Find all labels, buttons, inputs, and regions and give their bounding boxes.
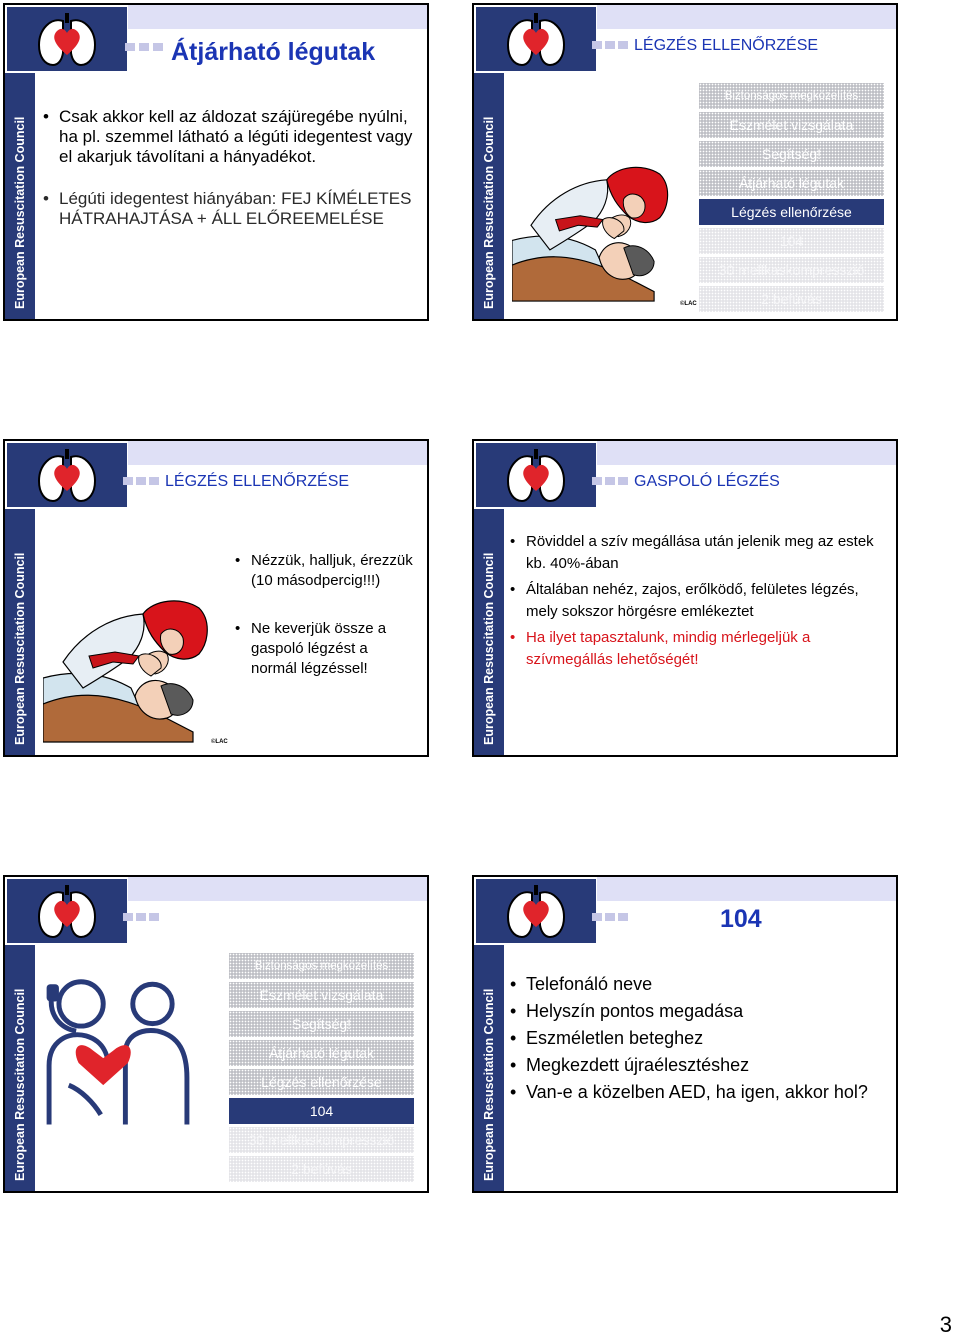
- slide-title: LÉGZÉS ELLENŐRZÉSE: [634, 37, 819, 54]
- decor-square: [136, 477, 146, 485]
- slide-sidebar: [5, 509, 35, 755]
- bullet-item: • Megkezdett újraélesztéshez: [510, 1054, 885, 1077]
- decor-square: [123, 477, 133, 485]
- rescuer-checking-breathing-illustration: [512, 155, 692, 305]
- bullet-item: • Röviddel a szív megállása után jelenik meg az estek kb. 40%-ában: [510, 531, 885, 575]
- step-eszmelet-vizsgalata: Eszmélet vizsgálata: [229, 982, 414, 1008]
- decor-square: [605, 477, 615, 485]
- step-2-befuvas: 2 befúvás: [229, 1156, 414, 1182]
- slide-sidebar: [5, 73, 35, 319]
- slide-legzes-ellenorzese-steps: [472, 3, 898, 321]
- copyright-mark: ©LAC: [680, 301, 697, 307]
- step-30-mellkaskompresszio: 30 mellkaskompresszió: [229, 1127, 414, 1153]
- erc-logo: [7, 879, 127, 943]
- decor-square: [618, 913, 628, 921]
- erc-logo: [7, 7, 127, 71]
- bullet-item: • Ne keverjük össze a gaspoló légzést a normál légzéssel!: [235, 619, 415, 679]
- bullet-item-warning: • Ha ilyet tapasztalunk, mindig mérlegeljük a szívmegállás lehetőségét!: [510, 627, 885, 671]
- erc-logo: [476, 7, 596, 71]
- decor-square: [149, 477, 159, 485]
- step-biztonsagos-megkozelites: Biztonságos megközelítés: [699, 83, 884, 109]
- erc-sidebar-label: European Resuscitation Council: [13, 116, 27, 309]
- decor-square: [592, 477, 602, 485]
- bullet-item: • Van-e a közelben AED, ha igen, akkor hol?: [510, 1081, 885, 1104]
- decor-square: [139, 43, 149, 51]
- bullet-list: [43, 107, 413, 229]
- copyright-mark: ©LAC: [211, 739, 228, 745]
- chain-of-survival-steps: [229, 953, 414, 1185]
- step-104: 104: [229, 1098, 414, 1124]
- step-atjarhato-legutak: Átjárható légutak: [699, 170, 884, 196]
- erc-sidebar-label: European Resuscitation Council: [482, 116, 496, 309]
- slide-header: [474, 877, 896, 945]
- erc-logo: [476, 879, 596, 943]
- slide-104-info: [472, 875, 898, 1193]
- bullet-list: [510, 531, 885, 671]
- slide-sidebar: [474, 945, 504, 1191]
- bullet-list: [510, 973, 885, 1104]
- header-band: [597, 877, 896, 901]
- bullet-item: • Általában nehéz, zajos, erőlködő, felületes légzés, mely sokszor hörgésre emlékeztet: [510, 579, 885, 623]
- slide-sidebar: [5, 945, 35, 1191]
- header-band: [128, 5, 427, 29]
- slide-104-steps: [3, 875, 429, 1193]
- header-band: [597, 5, 896, 29]
- bullet-item: • Eszméletlen beteghez: [510, 1027, 885, 1050]
- bullet-item: • Légúti idegentest hiányában: FEJ KÍMÉLETES HÁTRAHAJTÁSA + ÁLL ELŐREEMELÉSE: [43, 189, 413, 229]
- slide-title: Átjárható légutak: [171, 38, 376, 66]
- erc-sidebar-label: European Resuscitation Council: [13, 988, 27, 1181]
- dispatcher-heart-illustration: [43, 967, 193, 1127]
- step-segitseg: Segítség!: [229, 1011, 414, 1037]
- slide-title: 104: [720, 905, 762, 933]
- step-legzes-ellenorzese: Légzés ellenőrzése: [699, 199, 884, 225]
- decor-square: [123, 913, 133, 921]
- header-band: [128, 877, 427, 901]
- decor-square: [149, 913, 159, 921]
- slide-title: LÉGZÉS ELLENŐRZÉSE: [165, 473, 350, 490]
- decor-square: [605, 913, 615, 921]
- erc-sidebar-label: European Resuscitation Council: [482, 988, 496, 1181]
- step-segitseg: Segítség!: [699, 141, 884, 167]
- erc-sidebar-label: European Resuscitation Council: [13, 552, 27, 745]
- step-biztonsagos-megkozelites: Biztonságos megközelítés: [229, 953, 414, 979]
- step-104: 104: [699, 228, 884, 254]
- step-atjarhato-legutak: Átjárható légutak: [229, 1040, 414, 1066]
- slide-sidebar: [474, 509, 504, 755]
- step-30-mellkaskompresszio: 30 mellkaskompresszió: [699, 257, 884, 283]
- header-band: [128, 441, 427, 465]
- slide-gaspolo-legzes: [472, 439, 898, 757]
- bullet-item: • Telefonáló neve: [510, 973, 885, 996]
- step-2-befuvas: 2 befúvás: [699, 286, 884, 312]
- bullet-item: • Nézzük, halljuk, érezzük (10 másodpercig!!!): [235, 551, 415, 591]
- erc-logo: [476, 443, 596, 507]
- erc-sidebar-label: European Resuscitation Council: [482, 552, 496, 745]
- slide-atjarhato-legutak: [3, 3, 429, 321]
- step-eszmelet-vizsgalata: Eszmélet vizsgálata: [699, 112, 884, 138]
- header-band: [597, 441, 896, 465]
- decor-square: [592, 913, 602, 921]
- decor-square: [153, 43, 163, 51]
- decor-square: [618, 41, 628, 49]
- slide-legzes-ellenorzese: [3, 439, 429, 757]
- bullet-list: [235, 551, 415, 679]
- page-number: 3: [939, 1312, 952, 1337]
- slide-header: [5, 877, 427, 945]
- decor-square: [125, 43, 135, 51]
- decor-square: [136, 913, 146, 921]
- chain-of-survival-steps: [699, 83, 884, 315]
- step-legzes-ellenorzese: Légzés ellenőrzése: [229, 1069, 414, 1095]
- rescuer-checking-breathing-illustration: [43, 591, 233, 743]
- bullet-item: • Helyszín pontos megadása: [510, 1000, 885, 1023]
- slide-title: GASPOLÓ LÉGZÉS: [634, 473, 780, 490]
- decor-square: [605, 41, 615, 49]
- bullet-item: • Csak akkor kell az áldozat szájüregébe nyúlni, ha pl. szemmel látható a légúti idegentest vagy el akarjuk távolítani a hányadékot.: [43, 107, 413, 167]
- decor-square: [592, 41, 602, 49]
- slide-sidebar: [474, 73, 504, 319]
- decor-square: [618, 477, 628, 485]
- erc-logo: [7, 443, 127, 507]
